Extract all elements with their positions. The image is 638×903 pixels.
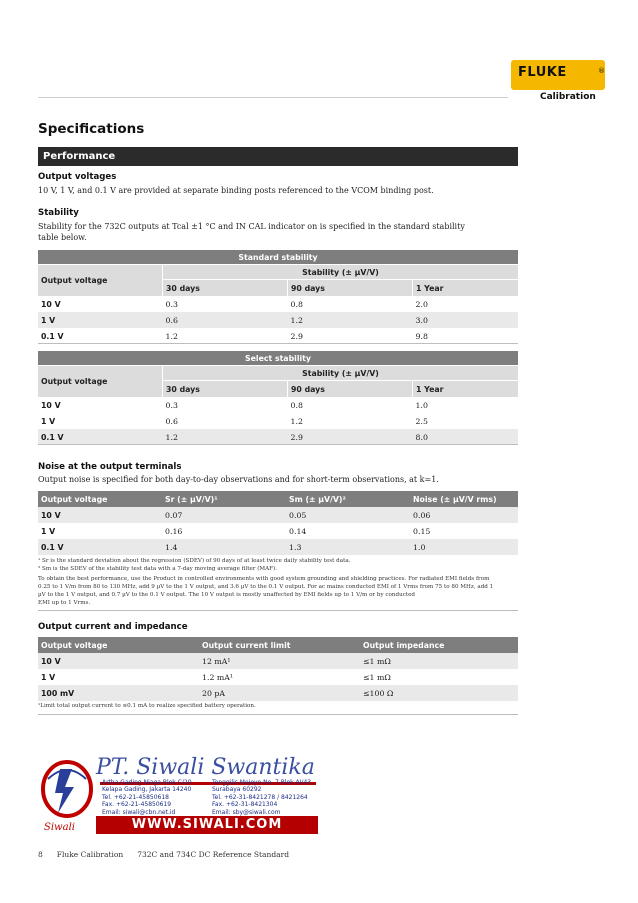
noise-note-line-1: To obtain the best performance, use the Product in controlled environments with good system grounding and shielding practices. For radiated EMI fields from: [38, 576, 490, 582]
logo-caption: Siwali: [44, 822, 75, 833]
cell: 2.9: [288, 429, 413, 445]
cell: 0.8: [288, 296, 413, 312]
cell: 100 mV: [38, 685, 199, 701]
column-header: 1 Year: [413, 280, 519, 297]
registered-mark: ®: [598, 67, 605, 75]
noise-note-line-3: µV to the 1 V output, and 0.7 µV to the 0.1 V output. The 10 V output is mostly unaffected by EMI fields up to 1 V/m or by conducted: [38, 592, 415, 598]
stability-text-1: Stability for the 732C outputs at Tcal ±1 °C and IN CAL indicator on is specified in the standard stability: [38, 222, 465, 231]
footer-company: Fluke Calibration: [56, 850, 124, 859]
cell: 10 V: [38, 507, 162, 523]
address-line: Surabaya 60292: [212, 786, 262, 794]
noise-footnote-1: ¹ Sr is the standard deviation about the regression (SDEV) of 90 days of at least twice daily stability test data.: [38, 558, 351, 564]
address-line: Tel. +62-21-45850618: [102, 793, 169, 801]
table-row: [38, 685, 518, 701]
noise-text: Output noise is specified for both day-to-day observations and for short-term observations, at k=1.: [38, 475, 439, 484]
cell: 1.4: [162, 539, 286, 555]
address-line: Kelapa Gading, Jakarta 14240: [102, 786, 192, 794]
siwali-logo-icon: [38, 757, 96, 827]
company-name: PT. Siwali Swantika: [96, 755, 315, 780]
table-row: [38, 312, 518, 328]
impedance-table: [38, 637, 518, 701]
column-header: 1 Year: [413, 381, 519, 398]
cell: 1.2: [163, 429, 288, 445]
table-row: [38, 523, 518, 539]
output-voltages-text: 10 V, 1 V, and 0.1 V are provided at separate binding posts referenced to the VCOM binding post.: [38, 186, 434, 195]
table-row: [38, 539, 518, 555]
address-line: Fax. +62-31-8421304: [212, 801, 278, 809]
page-title: Specifications: [38, 121, 145, 137]
cell: 0.8: [288, 397, 413, 413]
cell: 1 V: [38, 312, 163, 328]
table-row: [38, 507, 518, 523]
stability-heading: Stability: [38, 208, 79, 218]
table-row: [38, 328, 518, 344]
noise-table: [38, 491, 518, 555]
address-line: Tenggilis Mejoyo No. 7 Blok AI/43: [212, 779, 312, 786]
table-title: Select stability: [38, 351, 518, 366]
cell: 0.1 V: [38, 539, 162, 555]
noise-note-line-4: EMI up to 1 Vrms.: [38, 600, 91, 606]
column-header: Noise (± µV/V rms): [410, 491, 518, 507]
cell: 10 V: [38, 296, 163, 312]
cell: 2.9: [288, 328, 413, 344]
column-header: Output impedance: [360, 637, 518, 653]
address-line: Tel. +62-31-8421278 / 8421264: [212, 793, 308, 801]
cell: 0.3: [163, 397, 288, 413]
column-header: 90 days: [288, 381, 413, 398]
brand-division: Calibration: [540, 92, 596, 102]
table-rule: [38, 610, 518, 611]
stability-text-2: table below.: [38, 233, 87, 242]
cell: 20 pA: [199, 685, 360, 701]
cell: 1.3: [286, 539, 410, 555]
page-number: 8: [38, 850, 43, 859]
cell: 0.16: [162, 523, 286, 539]
cell: 1.2: [288, 312, 413, 328]
cell: 1.0: [413, 397, 519, 413]
noise-note-line-2: 0.25 to 1 V/m from 80 to 130 MHz, add 9 µV to the 1 V output, and 3.6 µV to the 0.1 V output. For ac mains conducted EMI of 1 Vrms from 75 to 80 MHz, add 1: [38, 584, 494, 590]
footer-document: 732C and 734C DC Reference Standard: [137, 850, 290, 859]
address-line: Email: siwali@cbn.net.id: [102, 808, 176, 816]
output-voltages-heading: Output voltages: [38, 172, 117, 182]
table-row: [38, 397, 518, 413]
cell: 0.06: [410, 507, 518, 523]
address-line: Artha Gading Niaga Blok C/20: [102, 779, 192, 786]
cell: 1.2 mA¹: [199, 669, 360, 685]
group-header: Stability (± µV/V): [163, 265, 519, 280]
impedance-footnote: ¹Limit total output current to ≤0.1 mA to realize specified battery operation.: [38, 703, 256, 709]
cell: 2.0: [413, 296, 519, 312]
noise-footnote-2: ² Sm is the SDEV of the stability test data with a 7-day moving average filter (MAF).: [38, 566, 278, 572]
cell: 0.15: [410, 523, 518, 539]
cell: 8.0: [413, 429, 519, 445]
table-title: Standard stability: [38, 250, 518, 265]
table-row: [38, 669, 518, 685]
table-row: [38, 653, 518, 669]
address-left: [102, 779, 192, 816]
table-row: [38, 296, 518, 312]
cell: 0.05: [286, 507, 410, 523]
cell: 0.07: [162, 507, 286, 523]
cell: 10 V: [38, 653, 199, 669]
table-rule: [38, 444, 518, 445]
cell: 10 V: [38, 397, 163, 413]
noise-heading: Noise at the output terminals: [38, 462, 182, 472]
section-title: Performance: [43, 151, 116, 162]
select-stability-table: [38, 351, 518, 445]
website-banner: WWW.SIWALI.COM: [96, 816, 318, 834]
address-line: Fax. +62-21-45850619: [102, 801, 172, 809]
cell: 12 mA¹: [199, 653, 360, 669]
cell: ≤1 mΩ: [360, 653, 518, 669]
cell: 1.0: [410, 539, 518, 555]
cell: ≤100 Ω: [360, 685, 518, 701]
column-header: Sm (± µV/V)²: [286, 491, 410, 507]
cell: 0.6: [163, 413, 288, 429]
cell: ≤1 mΩ: [360, 669, 518, 685]
column-header: Sr (± µV/V)¹: [162, 491, 286, 507]
cell: 0.6: [163, 312, 288, 328]
cell: 1 V: [38, 413, 163, 429]
group-header: Stability (± µV/V): [163, 366, 519, 381]
impedance-heading: Output current and impedance: [38, 622, 188, 632]
column-header: Output voltage: [38, 637, 199, 653]
column-header: Output current limit: [199, 637, 360, 653]
address-line: Email: sby@siwali.com: [212, 808, 281, 816]
cell: 1 V: [38, 669, 199, 685]
column-header: 30 days: [163, 381, 288, 398]
brand-logo: FLUKE: [518, 65, 567, 80]
table-row: [38, 429, 518, 445]
address-right: [212, 779, 311, 816]
cell: 0.3: [163, 296, 288, 312]
cell: 9.8: [413, 328, 519, 344]
column-header: 30 days: [163, 280, 288, 297]
cell: 1 V: [38, 523, 162, 539]
column-header: Output voltage: [38, 491, 162, 507]
column-header: 90 days: [288, 280, 413, 297]
standard-stability-table: [38, 250, 518, 344]
table-rule: [38, 714, 518, 715]
page-footer: [38, 850, 303, 859]
row-header: Output voltage: [38, 366, 163, 398]
cell: 0.14: [286, 523, 410, 539]
cell: 3.0: [413, 312, 519, 328]
row-header: Output voltage: [38, 265, 163, 297]
cell: 1.2: [163, 328, 288, 344]
header-rule: [38, 97, 508, 98]
table-row: [38, 413, 518, 429]
cell: 0.1 V: [38, 328, 163, 344]
cell: 0.1 V: [38, 429, 163, 445]
cell: 2.5: [413, 413, 519, 429]
table-rule: [38, 343, 518, 344]
cell: 1.2: [288, 413, 413, 429]
